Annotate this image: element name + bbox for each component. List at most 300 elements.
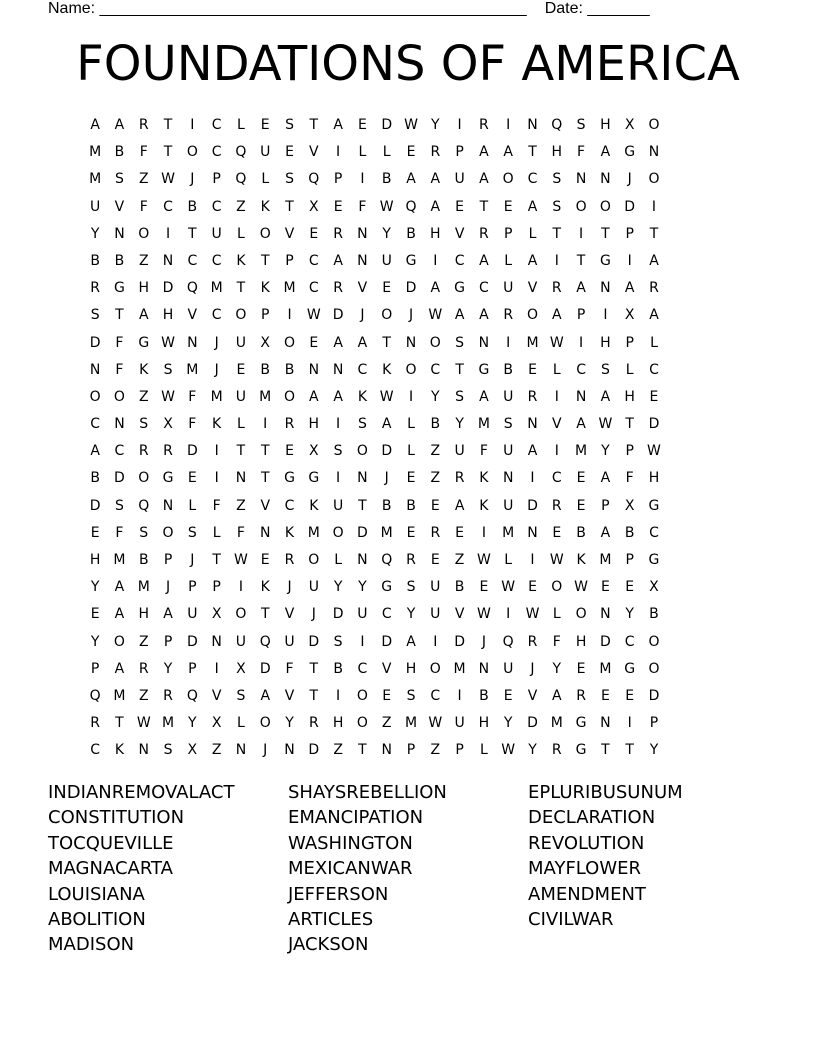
grid-cell[interactable]: I [433,252,438,269]
grid-cell[interactable]: B [430,416,441,433]
grid-cell[interactable]: S [163,742,173,759]
grid-cell[interactable]: E [576,660,586,677]
grid-cell[interactable]: O [186,144,198,161]
grid-cell[interactable]: B [138,552,149,568]
grid-cell[interactable]: O [89,388,101,405]
grid-cell[interactable]: C [114,443,125,460]
grid-cell[interactable]: W [574,579,588,596]
grid-cell[interactable]: Z [138,171,149,188]
grid-cell[interactable]: O [356,715,368,732]
grid-cell[interactable]: G [624,144,636,161]
grid-cell[interactable]: G [599,252,611,269]
grid-cell[interactable]: W [379,198,394,215]
grid-cell[interactable]: D [186,633,198,650]
grid-cell[interactable]: H [332,715,344,732]
grid-cell[interactable]: B [381,497,392,514]
grid-cell[interactable]: T [601,742,610,759]
grid-cell[interactable]: S [285,171,294,188]
grid-cell[interactable]: S [406,687,416,704]
grid-cell[interactable]: E [309,334,319,351]
grid-cell[interactable]: N [162,252,174,269]
grid-cell[interactable]: C [551,470,562,487]
grid-cell[interactable]: T [260,443,270,460]
grid-cell[interactable]: N [89,361,101,378]
grid-cell[interactable]: V [114,198,125,215]
grid-cell[interactable]: B [90,252,100,269]
grid-cell[interactable]: H [600,117,611,133]
grid-cell[interactable]: D [381,443,393,460]
grid-cell[interactable]: D [624,198,636,215]
grid-cell[interactable]: J [165,579,171,596]
grid-cell[interactable]: E [382,687,392,704]
grid-cell[interactable]: X [624,307,635,324]
grid-cell[interactable]: B [114,252,125,269]
grid-cell[interactable]: Y [528,742,537,759]
grid-cell[interactable]: G [308,470,320,487]
grid-cell[interactable]: C [308,280,319,297]
grid-cell[interactable]: S [357,416,367,433]
grid-cell[interactable]: L [504,252,513,269]
grid-cell[interactable]: A [430,171,441,188]
grid-cell[interactable]: O [138,225,150,242]
grid-cell[interactable]: V [357,280,368,297]
grid-cell[interactable]: W [306,307,321,324]
grid-cell[interactable]: S [115,171,124,188]
grid-cell[interactable]: N [600,715,611,732]
grid-cell[interactable]: Z [138,633,149,650]
grid-cell[interactable]: C [649,524,659,541]
grid-cell[interactable]: O [259,715,271,732]
grid-cell[interactable]: T [212,552,221,568]
grid-cell[interactable]: M [599,660,612,677]
grid-cell[interactable]: H [478,715,490,732]
grid-cell[interactable]: A [430,280,441,297]
grid-cell[interactable]: B [333,660,343,677]
grid-cell[interactable]: S [552,198,562,215]
grid-cell[interactable]: Z [236,198,246,215]
grid-cell[interactable]: J [360,307,365,324]
grid-cell[interactable]: A [479,388,489,405]
grid-cell[interactable]: P [188,660,197,677]
grid-cell[interactable]: V [309,144,319,161]
grid-cell[interactable]: T [382,334,391,351]
grid-cell[interactable]: G [138,334,150,351]
grid-cell[interactable]: P [406,742,416,759]
grid-cell[interactable]: T [358,497,367,514]
grid-cell[interactable]: Q [235,144,247,161]
grid-cell[interactable]: E [309,225,319,242]
grid-cell[interactable]: U [503,388,514,405]
grid-cell[interactable]: I [190,117,195,133]
grid-cell[interactable]: A [527,252,538,269]
grid-cell[interactable]: N [308,361,320,378]
grid-cell[interactable]: I [554,443,559,460]
grid-cell[interactable]: O [162,524,174,541]
grid-cell[interactable]: X [649,579,659,596]
grid-cell[interactable]: C [527,171,538,188]
grid-cell[interactable]: X [309,443,319,460]
grid-cell[interactable]: O [138,470,150,487]
grid-cell[interactable]: C [308,252,319,269]
grid-cell[interactable]: V [527,280,538,297]
grid-cell[interactable]: O [113,633,125,650]
grid-cell[interactable]: R [430,144,441,161]
grid-cell[interactable]: W [525,606,540,623]
grid-cell[interactable]: C [211,307,222,324]
grid-cell[interactable]: I [530,552,535,568]
grid-cell[interactable]: I [214,443,219,460]
grid-cell[interactable]: C [479,280,489,297]
grid-cell[interactable]: C [90,742,101,759]
grid-cell[interactable]: W [647,443,661,460]
grid-cell[interactable]: S [406,579,416,596]
grid-cell[interactable]: Z [430,742,441,759]
grid-cell[interactable]: N [357,225,368,242]
grid-cell[interactable]: N [284,742,295,759]
grid-cell[interactable]: N [600,280,611,297]
grid-cell[interactable]: R [527,633,538,650]
grid-cell[interactable]: P [90,660,100,677]
grid-cell[interactable]: I [627,252,632,269]
grid-cell[interactable]: E [285,443,294,460]
grid-cell[interactable]: T [260,470,270,487]
grid-cell[interactable]: Y [406,606,416,623]
grid-cell[interactable]: M [283,280,296,297]
grid-cell[interactable]: E [576,470,586,487]
grid-cell[interactable]: H [162,307,174,324]
grid-cell[interactable]: A [114,606,125,623]
grid-cell[interactable]: J [214,334,219,351]
grid-cell[interactable]: O [381,307,393,324]
grid-cell[interactable]: L [358,144,367,161]
grid-cell[interactable]: Z [381,715,392,732]
grid-cell[interactable]: U [503,443,514,460]
grid-cell[interactable]: I [360,633,365,650]
grid-cell[interactable]: U [430,579,441,596]
grid-cell[interactable]: B [479,687,489,704]
grid-cell[interactable]: R [284,416,295,433]
grid-cell[interactable]: T [625,416,634,433]
grid-cell[interactable]: I [287,307,292,324]
grid-cell[interactable]: K [382,361,392,378]
grid-cell[interactable]: P [625,443,634,460]
grid-cell[interactable]: P [261,307,270,324]
grid-cell[interactable]: M [404,715,418,732]
grid-cell[interactable]: F [236,524,245,541]
grid-cell[interactable]: I [238,579,243,596]
grid-cell[interactable]: T [455,361,464,378]
grid-cell[interactable]: E [406,144,416,161]
grid-cell[interactable]: W [501,579,516,596]
grid-cell[interactable]: C [284,497,295,514]
grid-cell[interactable]: P [188,579,197,596]
grid-cell[interactable]: O [284,388,296,405]
grid-cell[interactable]: W [549,334,564,351]
grid-cell[interactable]: T [236,443,246,460]
grid-cell[interactable]: V [211,687,222,704]
grid-cell[interactable]: C [211,117,222,133]
grid-cell[interactable]: H [551,144,563,161]
grid-cell[interactable]: F [139,198,148,215]
grid-cell[interactable]: D [332,606,344,623]
grid-cell[interactable]: Q [308,171,320,188]
grid-cell[interactable]: L [334,552,343,568]
grid-cell[interactable]: Y [285,715,294,732]
grid-cell[interactable]: A [333,388,343,405]
grid-cell[interactable]: J [481,633,486,650]
grid-cell[interactable]: A [576,416,586,433]
grid-cell[interactable]: S [600,361,610,378]
grid-cell[interactable]: A [381,416,392,433]
grid-cell[interactable]: L [407,443,415,460]
grid-cell[interactable]: E [455,524,465,541]
grid-cell[interactable]: D [527,497,538,514]
grid-cell[interactable]: S [236,687,246,704]
grid-cell[interactable]: N [527,524,538,541]
grid-cell[interactable]: H [308,416,320,433]
grid-cell[interactable]: L [552,606,561,623]
grid-cell[interactable]: P [212,579,221,596]
grid-cell[interactable]: N [332,361,344,378]
grid-cell[interactable]: A [114,660,125,677]
grid-cell[interactable]: D [648,416,660,433]
grid-cell[interactable]: M [575,443,588,460]
grid-cell[interactable]: E [236,361,246,378]
grid-cell[interactable]: A [333,334,343,351]
grid-cell[interactable]: L [188,497,197,514]
grid-cell[interactable]: U [235,388,247,405]
grid-cell[interactable]: U [187,606,198,623]
grid-cell[interactable]: O [113,388,125,405]
grid-cell[interactable]: V [187,307,198,324]
grid-cell[interactable]: B [284,361,295,378]
grid-cell[interactable]: U [357,606,368,623]
grid-cell[interactable]: A [649,307,659,324]
grid-cell[interactable]: H [600,334,611,351]
grid-cell[interactable]: Z [454,552,465,568]
grid-cell[interactable]: B [576,524,586,541]
grid-cell[interactable]: K [212,416,222,433]
grid-cell[interactable]: Y [503,715,513,732]
grid-cell[interactable]: D [162,280,174,297]
grid-cell[interactable]: A [552,687,562,704]
grid-cell[interactable]: J [214,361,219,378]
grid-cell[interactable]: L [528,225,537,242]
grid-cell[interactable]: X [624,497,635,514]
grid-cell[interactable]: T [479,198,489,215]
grid-cell[interactable]: L [237,416,245,433]
grid-cell[interactable]: W [549,552,564,568]
grid-cell[interactable]: T [163,144,173,161]
grid-cell[interactable]: I [214,660,219,677]
grid-cell[interactable]: M [502,524,515,541]
grid-cell[interactable]: E [455,198,465,215]
grid-cell[interactable]: Q [502,633,514,650]
grid-cell[interactable]: F [577,144,586,161]
grid-cell[interactable]: A [552,307,562,324]
grid-cell[interactable]: L [479,742,488,759]
grid-cell[interactable]: F [188,388,197,405]
grid-cell[interactable]: Y [90,579,100,596]
grid-cell[interactable]: E [600,687,610,704]
grid-cell[interactable]: N [259,524,271,541]
grid-cell[interactable]: M [526,334,539,351]
grid-cell[interactable]: N [235,742,247,759]
grid-cell[interactable]: F [552,633,561,650]
grid-cell[interactable]: E [479,579,489,596]
grid-cell[interactable]: O [551,579,563,596]
grid-cell[interactable]: R [551,497,562,514]
grid-cell[interactable]: D [259,660,271,677]
grid-cell[interactable]: U [308,579,319,596]
grid-cell[interactable]: E [357,117,367,133]
grid-cell[interactable]: S [333,633,343,650]
grid-cell[interactable]: L [237,225,245,242]
grid-cell[interactable]: G [284,470,295,487]
grid-cell[interactable]: U [90,198,101,215]
grid-cell[interactable]: A [600,144,611,161]
grid-cell[interactable]: N [357,470,368,487]
grid-cell[interactable]: N [575,171,587,188]
grid-cell[interactable]: Q [89,687,101,704]
grid-cell[interactable]: I [336,416,341,433]
grid-cell[interactable]: U [235,633,247,650]
grid-cell[interactable]: S [455,334,465,351]
grid-cell[interactable]: S [333,443,343,460]
grid-cell[interactable]: A [406,633,416,650]
grid-cell[interactable]: N [600,606,611,623]
grid-cell[interactable]: M [477,416,490,433]
grid-cell[interactable]: F [479,443,488,460]
grid-cell[interactable]: I [408,388,414,405]
grid-cell[interactable]: U [454,171,465,188]
grid-cell[interactable]: R [454,470,465,487]
grid-cell[interactable]: R [284,552,295,568]
grid-cell[interactable]: P [625,225,634,242]
grid-cell[interactable]: J [408,307,414,324]
grid-cell[interactable]: J [384,470,389,487]
grid-cell[interactable]: W [428,307,443,324]
grid-cell[interactable]: C [430,361,441,378]
grid-cell[interactable]: B [114,144,125,161]
grid-cell[interactable]: U [235,334,247,351]
grid-cell[interactable]: R [90,280,101,297]
grid-cell[interactable]: G [575,715,587,732]
grid-cell[interactable]: D [357,524,368,541]
grid-cell[interactable]: E [187,470,197,487]
grid-cell[interactable]: V [284,687,295,704]
grid-cell[interactable]: W [476,606,491,623]
grid-cell[interactable]: F [285,660,294,677]
grid-cell[interactable]: A [309,388,319,405]
grid-cell[interactable]: N [478,660,490,677]
grid-cell[interactable]: T [115,715,124,732]
grid-cell[interactable]: Z [138,388,149,405]
grid-cell[interactable]: Y [188,715,197,732]
grid-cell[interactable]: A [90,443,100,460]
grid-cell[interactable]: A [600,524,611,541]
grid-cell[interactable]: R [163,687,173,704]
grid-cell[interactable]: R [551,742,562,759]
grid-cell[interactable]: R [527,388,538,405]
grid-cell[interactable]: F [625,470,634,487]
grid-cell[interactable]: Y [431,117,440,133]
grid-cell[interactable]: S [503,416,513,433]
grid-cell[interactable]: I [530,470,535,487]
grid-cell[interactable]: P [455,742,464,759]
grid-cell[interactable]: F [212,497,221,514]
grid-cell[interactable]: A [479,144,489,161]
grid-cell[interactable]: Z [236,497,246,514]
grid-cell[interactable]: I [651,198,657,215]
grid-cell[interactable]: A [430,198,441,215]
grid-cell[interactable]: M [113,552,126,568]
grid-cell[interactable]: M [599,552,612,568]
grid-cell[interactable]: C [576,361,586,378]
grid-cell[interactable]: M [137,579,150,596]
grid-cell[interactable]: I [579,334,584,351]
grid-cell[interactable]: Y [163,660,173,677]
grid-cell[interactable]: Y [431,388,440,405]
grid-cell[interactable]: H [624,388,635,405]
grid-cell[interactable]: I [506,334,511,351]
grid-cell[interactable]: E [576,497,586,514]
grid-cell[interactable]: S [115,497,124,514]
grid-cell[interactable]: Q [381,552,393,568]
grid-cell[interactable]: D [454,633,465,650]
grid-cell[interactable]: W [136,715,151,732]
grid-cell[interactable]: F [115,524,124,541]
grid-cell[interactable]: E [406,470,416,487]
grid-cell[interactable]: A [479,252,489,269]
grid-cell[interactable]: E [90,524,100,541]
grid-cell[interactable]: M [453,660,466,677]
grid-cell[interactable]: A [114,579,125,596]
grid-cell[interactable]: M [186,361,199,378]
grid-cell[interactable]: P [625,334,634,351]
grid-cell[interactable]: V [552,416,562,433]
grid-cell[interactable]: N [600,171,611,188]
grid-cell[interactable]: G [575,742,587,759]
grid-cell[interactable]: W [428,715,443,732]
grid-cell[interactable]: M [259,388,272,405]
grid-cell[interactable]: I [554,252,559,269]
grid-cell[interactable]: O [429,334,441,351]
grid-cell[interactable]: I [165,225,171,242]
grid-cell[interactable]: H [575,633,587,650]
grid-cell[interactable]: F [358,198,367,215]
grid-cell[interactable]: Q [551,117,563,133]
grid-cell[interactable]: E [430,552,440,568]
grid-cell[interactable]: O [648,633,660,650]
grid-cell[interactable]: S [90,307,100,324]
grid-cell[interactable]: U [332,497,344,514]
grid-cell[interactable]: L [407,416,415,433]
grid-cell[interactable]: K [357,388,367,405]
grid-cell[interactable]: H [648,470,660,487]
grid-cell[interactable]: J [287,579,292,596]
grid-cell[interactable]: D [599,633,611,650]
grid-cell[interactable]: U [284,633,295,650]
grid-cell[interactable]: R [90,715,101,732]
grid-cell[interactable]: K [260,579,270,596]
grid-cell[interactable]: R [138,443,149,460]
grid-cell[interactable]: R [163,443,173,460]
grid-cell[interactable]: H [89,552,101,568]
grid-cell[interactable]: Z [138,687,149,704]
grid-cell[interactable]: M [380,524,393,541]
grid-cell[interactable]: Y [90,633,100,650]
